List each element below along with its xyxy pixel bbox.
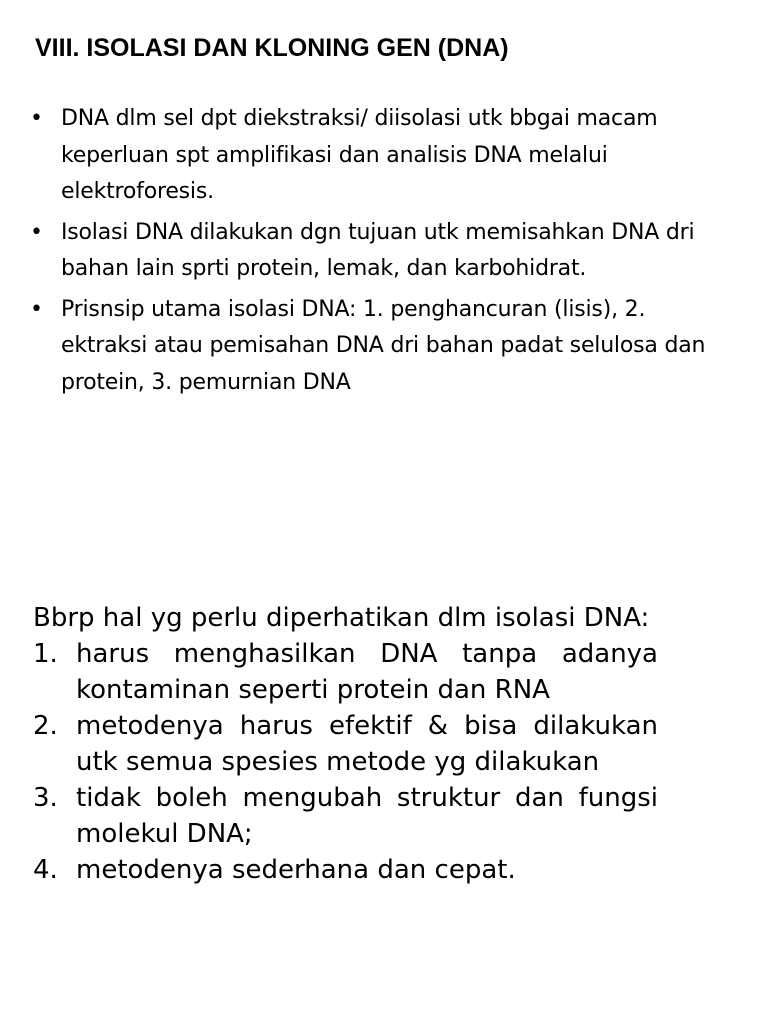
requirement-item [33,780,658,852]
item-number: 4. [33,855,58,885]
requirements-intro: Bbrp hal yg perlu diperhatikan dlm isolasi DNA: [33,603,650,633]
bullet-item [30,101,730,211]
item-text: metodenya harus efektif & bisa dilakukan utk semua spesies metode yg dilakukan [76,711,658,777]
bullet-icon: • [30,106,43,131]
item-text: metodenya sederhana dan cepat. [76,855,516,885]
slide-title: VIII. ISOLASI DAN KLONING GEN (DNA) [35,34,509,62]
item-number: 3. [33,783,58,813]
bullet-item [30,292,730,402]
item-number: 2. [33,711,58,741]
requirement-item [33,636,658,708]
item-number: 1. [33,639,58,669]
bullet-list [30,101,730,405]
bullet-text: Prisnsip utama isolasi DNA: 1. penghancuran (lisis), 2. ektraksi atau pemisahan DNA dri bahan padat selulosa dan protein, 3. pemurnian DNA [61,296,706,395]
bullet-icon: • [30,296,43,322]
requirements-list [33,636,658,888]
bullet-text: Isolasi DNA dilakukan dgn tujuan utk memisahkan DNA dri bahan lain sprti protein, lemak, dan karbohidrat. [61,219,695,281]
requirement-item [33,708,658,780]
bullet-item [30,215,730,288]
bullet-text: DNA dlm sel dpt diekstraksi/ diisolasi utk bbgai macam keperluan spt amplifikasi dan analisis DNA melalui elektroforesis. [61,106,658,204]
requirements-section [33,600,658,888]
requirement-item [33,852,658,888]
bullet-icon: • [30,219,43,245]
item-text: tidak boleh mengubah struktur dan fungsi molekul DNA; [76,783,658,849]
item-text: harus menghasilkan DNA tanpa adanya kontaminan seperti protein dan RNA [76,639,658,705]
